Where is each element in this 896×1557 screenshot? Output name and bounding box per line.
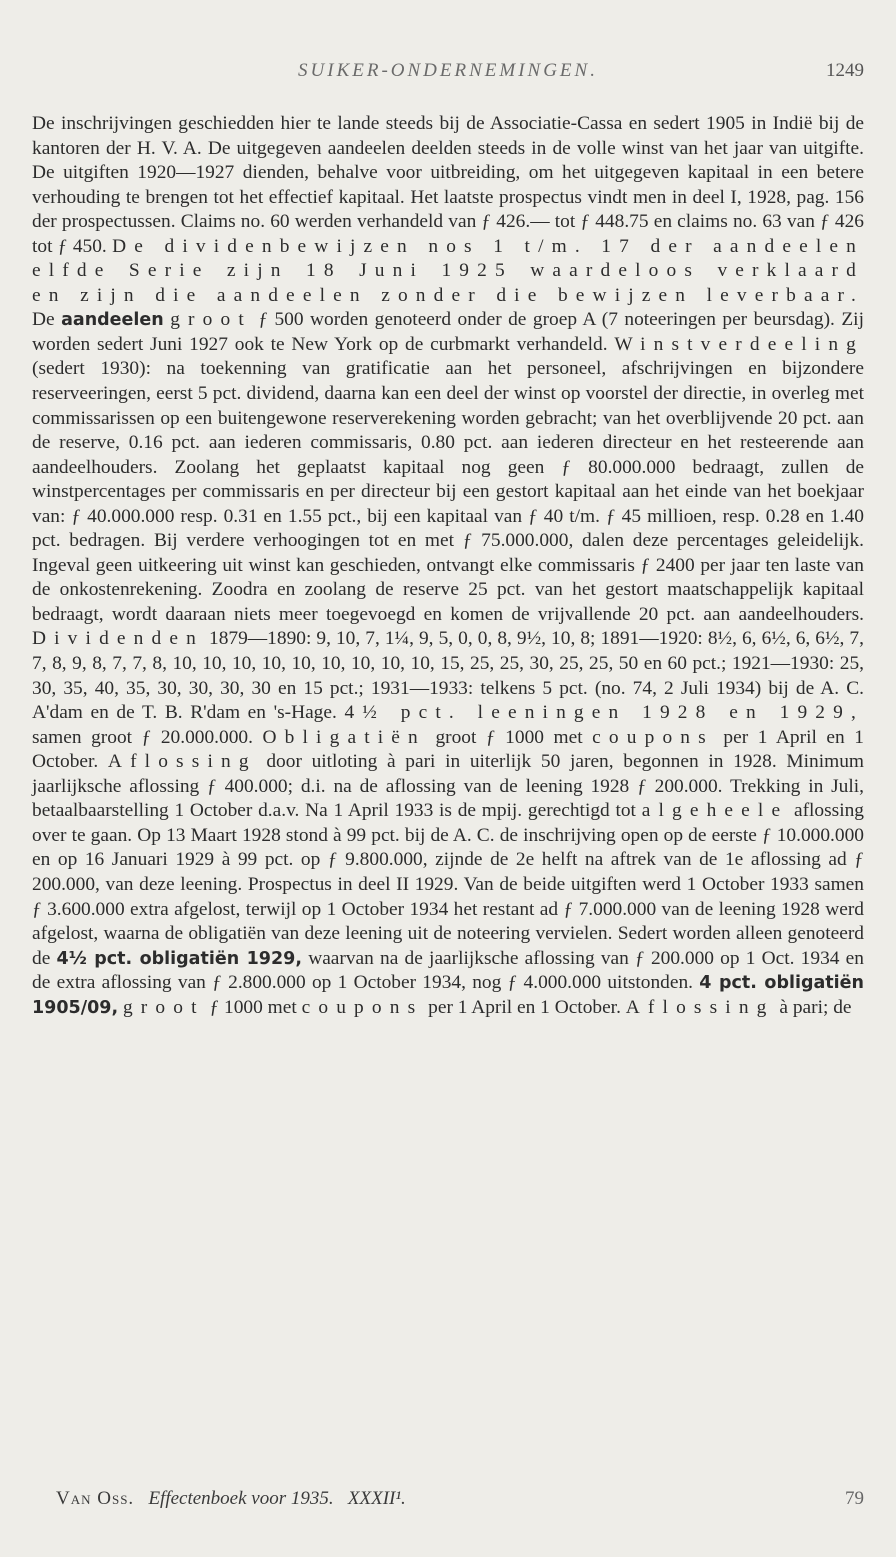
text-run: groot ƒ 1000 met bbox=[435, 726, 583, 748]
footer-section: XXXII¹. bbox=[347, 1488, 406, 1509]
spaced-text: De dividenbewijzen nos 1 t/m. 17 der aandeelen elfde Serie zijn 18 Juni 1925 waardeloos verklaard en zijn die aandeelen zonder die bewijzen leverbaar. bbox=[32, 235, 864, 306]
bold-term-aandeelen: aandeelen bbox=[61, 310, 164, 331]
bold-term-obligatien-1929: 4½ pct. obligatiën 1929, bbox=[56, 948, 302, 969]
footer-publisher: Van Oss. bbox=[56, 1488, 135, 1509]
spaced-heading-leeningen: 4½ pct. leeningen 1928 en 1929, bbox=[344, 702, 864, 724]
spaced-term-algeheele: algeheele bbox=[641, 800, 789, 822]
spaced-term-coupons: coupons bbox=[592, 726, 714, 748]
main-paragraph bbox=[32, 112, 864, 1020]
spaced-text: groot bbox=[170, 309, 252, 331]
footer-book-title: Effectenboek voor 1935. bbox=[148, 1488, 334, 1509]
text-run: à pari; de bbox=[779, 996, 852, 1018]
body-text bbox=[32, 112, 864, 1020]
page-number: 1249 bbox=[826, 60, 864, 81]
text-run: waarvan na de jaarlijksche aflossing van ƒ 200.000 op 1 Oct. 1934 en de extra aflossing van ƒ 2.800.000 op 1 October 1934, nog ƒ 4.000.000 uitstonden. bbox=[32, 947, 864, 994]
text-run: De inschrijvingen geschiedden hier te lande steeds bij de Associatie-Cassa en sedert 1905 in Indië bij de kantoren der H. V. A. De uitgegeven aandeelen deelden steeds in de volle winst van het jaar van uitgifte. De uitgiften 1920—1927 dienden, behalve voor uitbreiding, om het uitgegeven kapitaal in een betere verhouding te brengen tot het effectief kapitaal. Het laatste prospectus vindt men in deel I, 1928, pag. 156 der prospectussen. Claims no. 60 werden verhandeld van ƒ 426.— tot ƒ 448.75 en claims no. 63 van ƒ 426 tot ƒ 450. bbox=[32, 113, 864, 257]
text-run: door uitloting à pari in uiterlijk 50 jaren, begonnen in 1928. Minimum jaarlijksche aflossing ƒ 400.000; d.i. na de aflossing van de leening 1928 ƒ 200.000. Trekking in Juli, betaalbaarstelling 1 October d.a.v. Na 1 April 1933 is de mpij. gerechtigd tot bbox=[32, 751, 864, 822]
footer-sheet-number: 79 bbox=[845, 1488, 864, 1509]
footer-imprint bbox=[56, 1488, 406, 1510]
bold-term-obligatien-1905: 4 pct. obligatiën 1905/09, bbox=[32, 973, 864, 1018]
text-run: per 1 April en 1 October. bbox=[428, 996, 621, 1018]
spaced-heading-aflossing: Aflossing bbox=[625, 996, 775, 1018]
running-title: SUIKER-ONDERNEMINGEN. bbox=[298, 60, 598, 81]
text-run: (sedert 1930): na toekenning van gratificatie aan het personeel, afschrijvingen en bijzondere reserveeringen, eerst 5 pct. dividend, daarna kan een deel der winst op voorstel der directie, in overleg met commissarissen op een buitengewone reserverekening worden gebracht; van het overblijvende 20 pct. aan de reserve, 0.16 pct. aan iederen commissaris, 0.80 pct. aan iederen directeur en het resteerende aan aandeelhouders. Zoolang het geplaatst kapitaal nog geen ƒ 80.000.000 bedraagt, zullen de winstpercentages per commissaris en per directeur bij een gestort kapitaal aan het einde van het boekjaar van: ƒ 40.000.000 resp. 0.31 en 1.55 pct., bij een kapitaal van ƒ 40 t/m. ƒ 45 millioen, resp. 0.28 en 1.40 pct. bedragen. Bij verdere verhoogingen tot en met ƒ 75.000.000, dalen deze percentages geleidelijk. Ingeval geen uitkeering uit winst kan geschieden, ontvangt elke commissaris ƒ 2400 per jaar ten laste van de onkostenrekening. Zoodra en zoolang de reserve 25 pct. van het gestort maatschappelijk kapitaal bedraagt, wordt daaraan niets meer toegevoegd en komen de vrijvallende 20 pct. aan aandeelhouders. bbox=[32, 358, 864, 625]
text-run: aflossing over te gaan. Op 13 Maart 1928 stond à 99 pct. bij de A. C. de inschrijving open op de eerste ƒ 10.000.000 en op 16 Januari 1929 à 99 pct. op ƒ 9.800.000, zijnde de 2e helft na aftrek van de 1e aflossing ad ƒ 200.000, van deze leening. Prospectus in deel II 1929. Van de beide uitgiften werd 1 October 1933 samen ƒ 3.600.000 extra afgelost, terwijl op 1 October 1934 het restant ad ƒ 7.000.000 van de leening 1928 werd afgelost, waarna de obligatiën van deze leening uit de noteering vervielen. Sedert worden alleen genoteerd de bbox=[32, 800, 864, 969]
page-header bbox=[32, 60, 864, 90]
spaced-heading-winstverdeeling: Winstverdeeling bbox=[614, 333, 864, 355]
spaced-text: groot bbox=[122, 996, 205, 1018]
text-run: ƒ 1000 met bbox=[209, 996, 297, 1018]
spaced-heading-aflossing: Aflossing bbox=[107, 751, 257, 773]
spaced-term-obligatien: Obligatiën bbox=[262, 726, 426, 748]
text-run: 1879—1890: 9, 10, 7, 1¼, 9, 5, 0, 0, 8, 9½, 10, 8; 1891—1920: 8½, 6, 6½, 6, 6½, 7, 7, 8, 9, 8, 7, 7, 8, 10, 10, 10, 10, 10, 10, 10, 10, 10, 15, 25, 25, 30, 25, 25, 50 en 60 pct.; 1921—1930: 25, 30, 35, 40, 35, 30, 30, 30, 30 en 15 pct.; 1931—1933: telkens 5 pct. (no. 74, 2 Juli 1934) bij de A. C. A'dam en de T. B. R'dam en 's-Hage. bbox=[32, 628, 864, 724]
text-run: De bbox=[32, 309, 55, 331]
text-run: samen groot ƒ 20.000.000. bbox=[32, 726, 253, 748]
page-footer bbox=[32, 1488, 864, 1518]
spaced-term-coupons: coupons bbox=[301, 996, 424, 1018]
text-run: ƒ 500 worden genoteerd onder de groep A (7 noteeringen per beursdag). Zij worden sedert Juni 1927 ook te New York op de curbmarkt verhandeld. bbox=[32, 309, 864, 355]
spaced-heading-dividenden: Dividenden bbox=[32, 628, 204, 650]
text-run: per 1 April en 1 October. bbox=[32, 726, 864, 773]
